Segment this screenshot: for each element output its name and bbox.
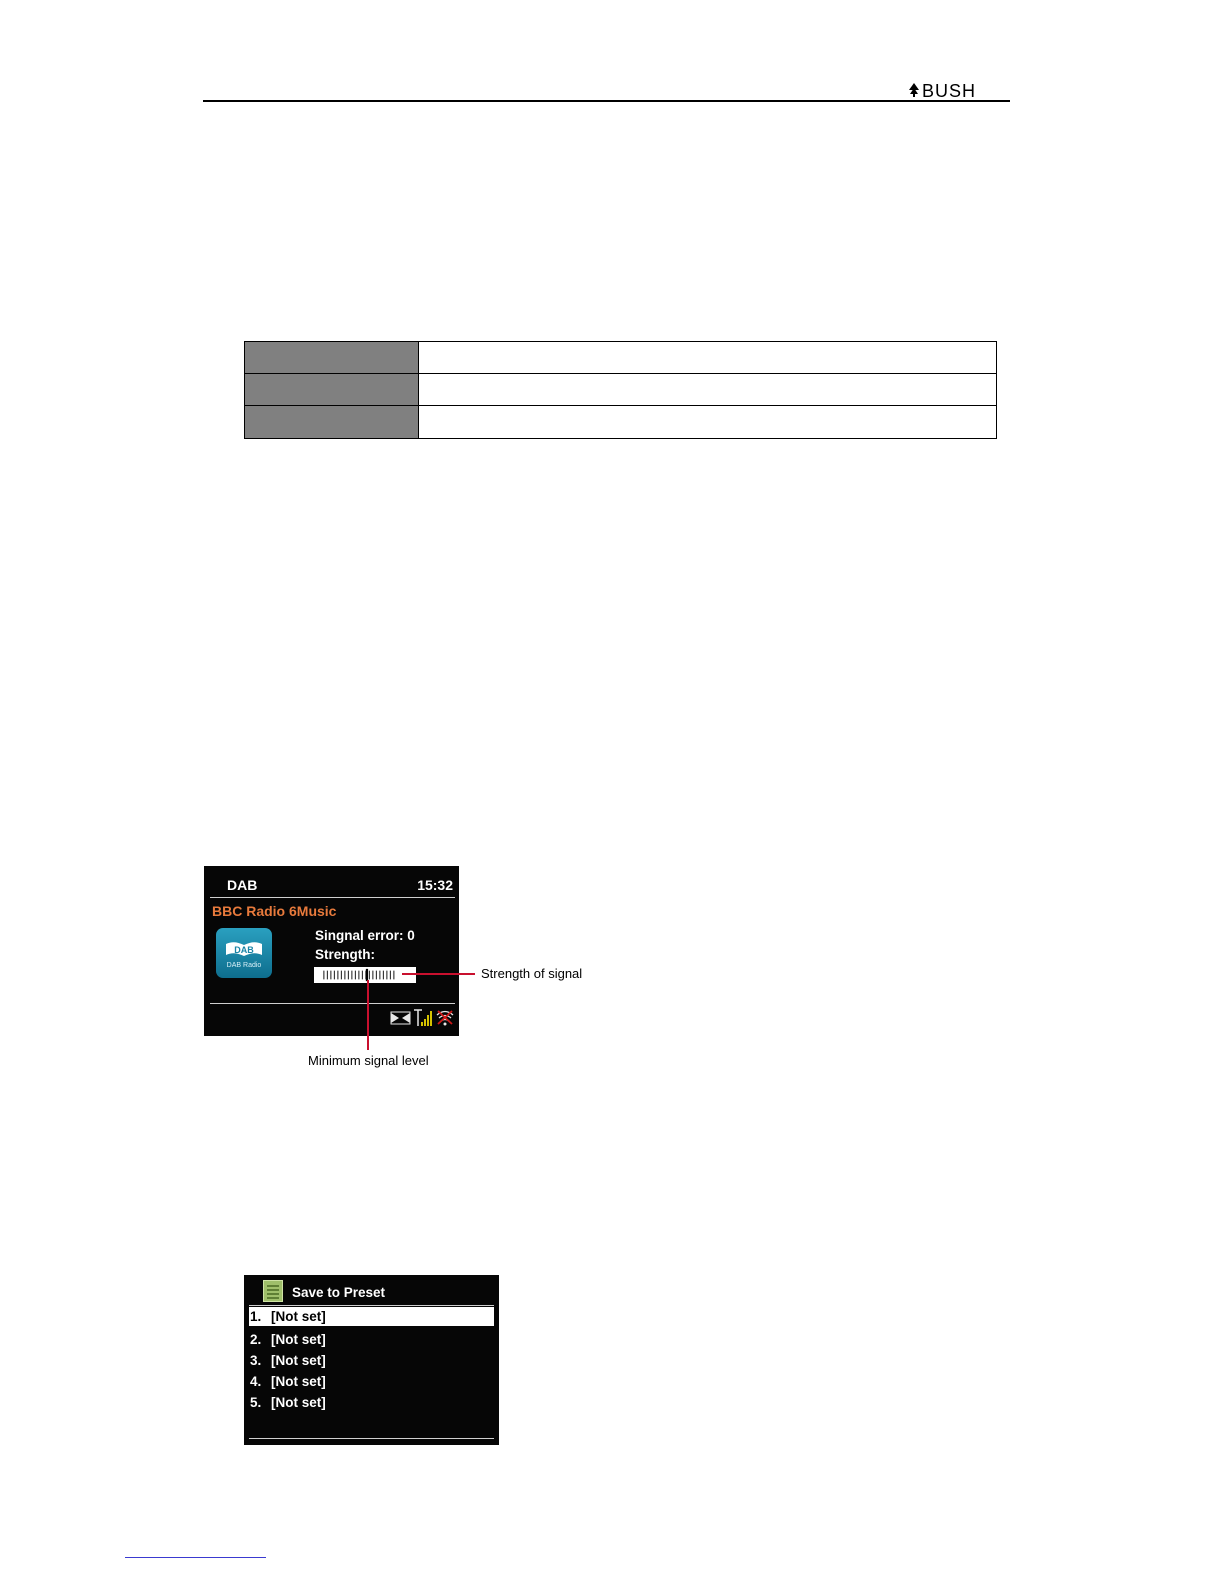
preset-number: 5. — [250, 1395, 262, 1410]
preset-item[interactable] — [249, 1351, 494, 1370]
mode-label: DAB — [227, 877, 258, 893]
signal-strength-bar — [314, 967, 416, 983]
preset-item[interactable] — [249, 1372, 494, 1391]
preset-item[interactable] — [249, 1393, 494, 1412]
brand-wordmark: BUSH — [922, 81, 977, 100]
preset-screen — [244, 1275, 499, 1445]
screen-divider-bottom — [210, 1003, 455, 1004]
preset-number: 2. — [250, 1332, 262, 1347]
table-header-cell — [245, 406, 419, 438]
screen-divider — [210, 897, 455, 898]
preset-title: Save to Preset — [292, 1285, 386, 1300]
info-table — [244, 341, 997, 439]
preset-number: 1. — [250, 1309, 262, 1324]
table-value-cell — [419, 406, 996, 438]
clock: 15:32 — [417, 877, 453, 893]
station-name: BBC Radio 6Music — [212, 903, 337, 919]
minimum-callout-label: Minimum signal level — [308, 1053, 429, 1068]
dab-logo-caption: DAB Radio — [226, 962, 262, 969]
dab-logo-icon — [224, 938, 264, 960]
stereo-icon — [391, 1012, 410, 1024]
footer-link-underline — [125, 1557, 266, 1558]
table-value-cell — [419, 374, 996, 406]
table-value-cell — [419, 342, 996, 374]
preset-item[interactable] — [249, 1330, 494, 1349]
dab-radio-logo — [216, 928, 272, 978]
preset-number: 3. — [250, 1353, 262, 1368]
screen-divider-bottom — [249, 1438, 494, 1439]
preset-label: [Not set] — [271, 1332, 326, 1347]
menu-list-icon — [263, 1280, 283, 1302]
minimum-callout-line — [367, 980, 369, 1050]
strength-callout-line — [402, 973, 475, 975]
strength-label: Strength: — [315, 947, 375, 962]
screen-divider — [249, 1305, 494, 1306]
signal-error: Singnal error: 0 — [315, 928, 415, 943]
table-header-cell — [245, 342, 419, 374]
table-header-cell — [245, 374, 419, 406]
preset-label: [Not set] — [271, 1395, 326, 1410]
header-rule — [203, 100, 1010, 102]
preset-label: [Not set] — [271, 1353, 326, 1368]
dab-screen — [204, 866, 459, 1036]
preset-number: 4. — [250, 1374, 262, 1389]
preset-label: [Not set] — [271, 1374, 326, 1389]
preset-item[interactable] — [249, 1307, 494, 1326]
strength-callout-label: Strength of signal — [481, 966, 583, 981]
bush-logo — [908, 80, 1010, 100]
status-icons — [390, 1007, 456, 1029]
svg-text:DAB: DAB — [234, 945, 254, 955]
preset-label: [Not set] — [271, 1309, 326, 1324]
wifi-off-icon — [437, 1011, 453, 1026]
signal-bars-icon — [414, 1010, 432, 1026]
